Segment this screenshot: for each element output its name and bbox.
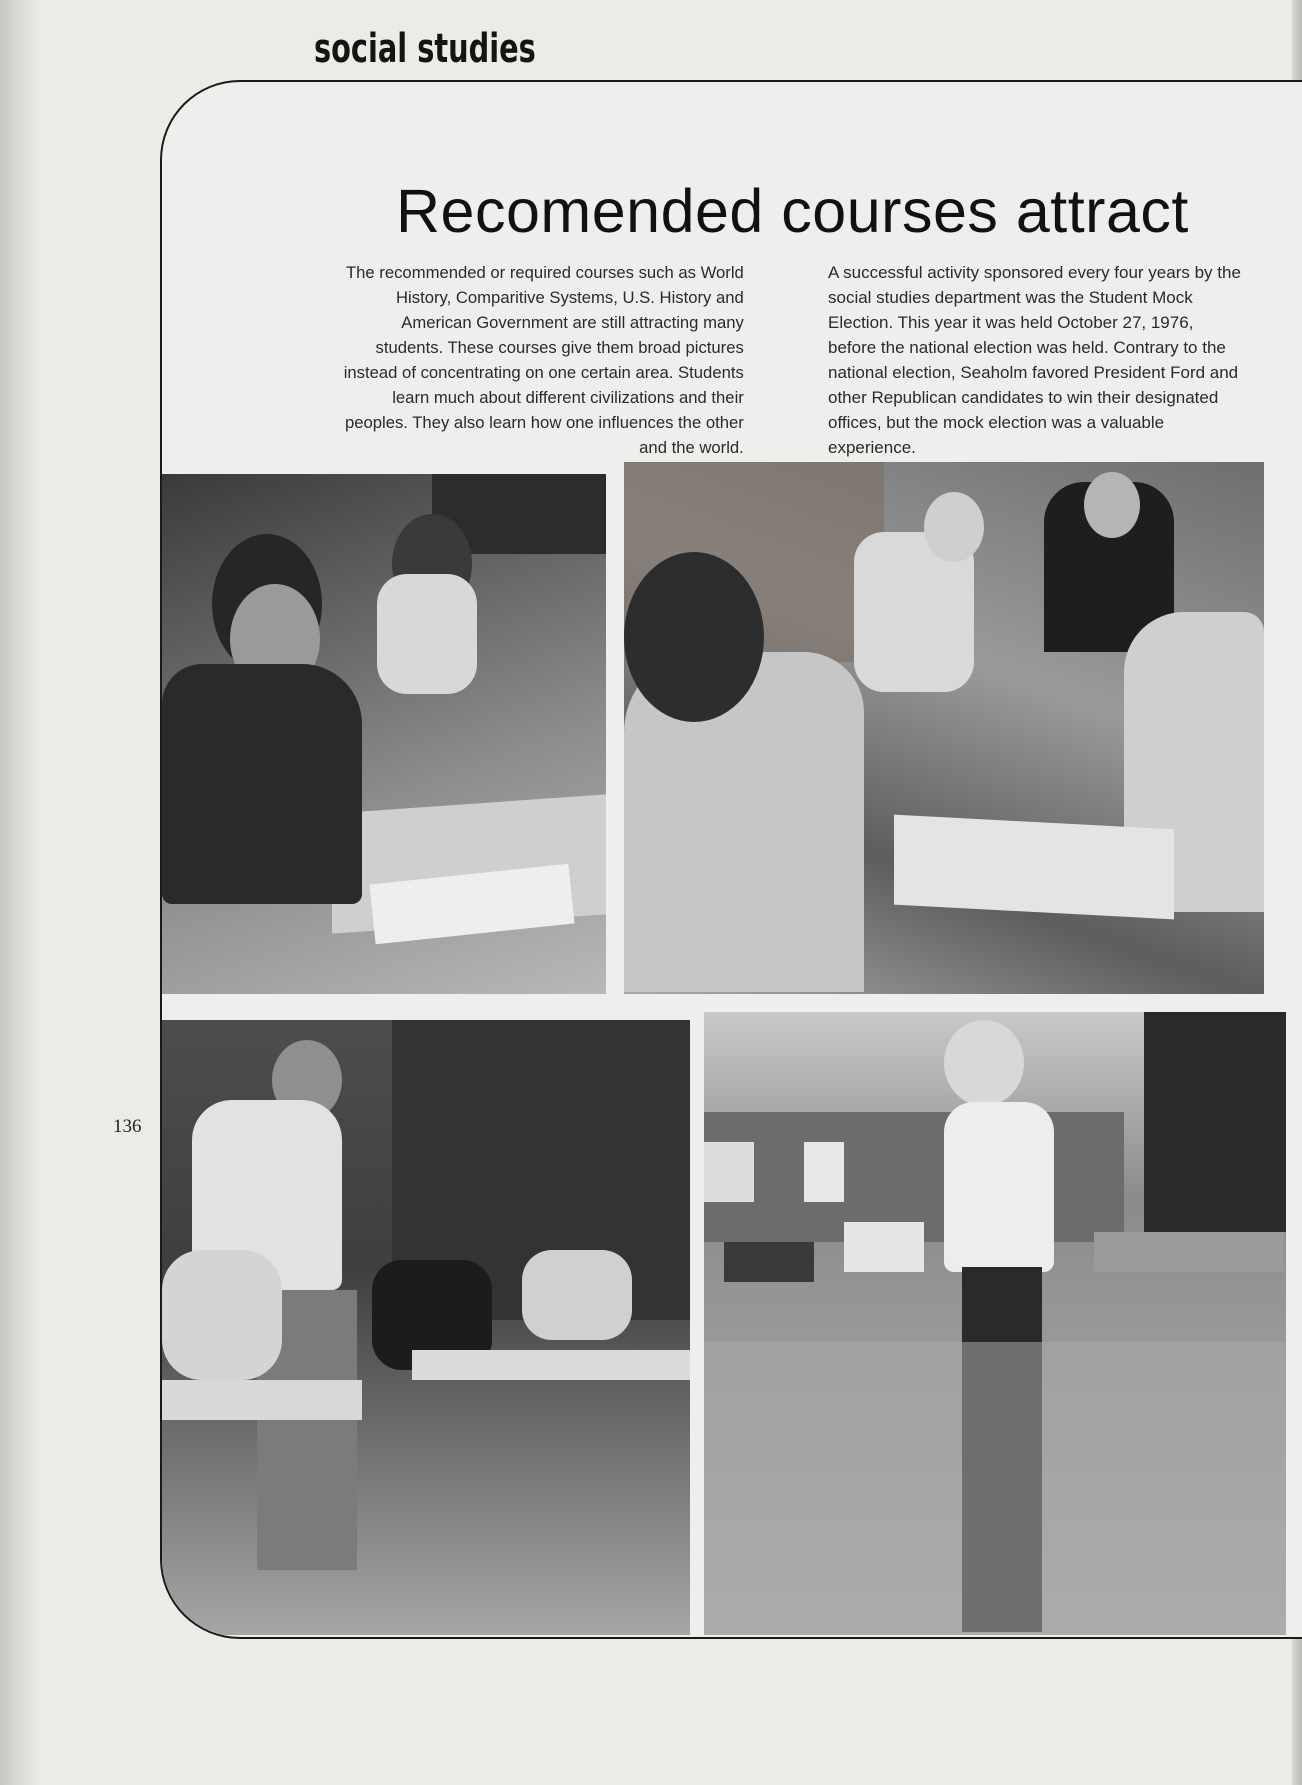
article-column-left: The recommended or required courses such as World History, Comparitive Systems, U.S. History and American Government are still attracting many students. These courses give them broad pictures instead of concentrating on one certain area. Students learn much about different civilizations and their peoples. They also learn how one influences the other and the world. <box>343 263 744 457</box>
photo-teacher-standing-over-students <box>162 1020 690 1635</box>
section-heading: social studies <box>314 26 536 72</box>
photo-students-reading-at-desk <box>162 474 606 994</box>
photo-class-with-teacher-in-suit <box>624 462 1264 994</box>
binding-shadow <box>0 0 42 1785</box>
article-headline: Recomended courses attract <box>396 177 1189 245</box>
page-number: 136 <box>113 1116 142 1137</box>
photo-teacher-lecturing-classroom <box>704 1012 1286 1635</box>
article-column-right: A successful activity sponsored every four years by the social studies department was the Student Mock Election. This year it was held October 27, 1976, before the national election was held. Contrary to the national election, Seaholm favored President Ford and other Republican candidates to win their designated offices, but the mock election was a valuable experience. <box>828 263 1241 457</box>
article-frame <box>160 80 1302 1639</box>
